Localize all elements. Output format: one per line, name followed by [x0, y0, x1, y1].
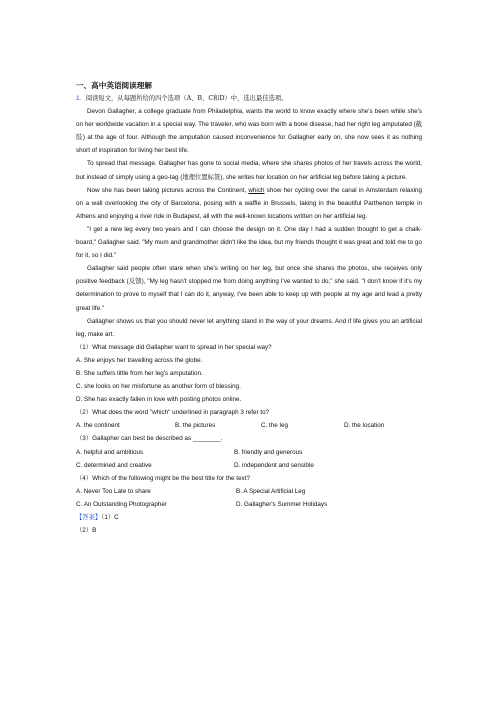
- instruction-text: 阅读短文，从每题所给的四个选项（A、B、C和D）中，选出最佳选项。: [85, 95, 288, 102]
- question-1-option-a: A. She enjoys her travelling across the globe.: [76, 356, 203, 364]
- question-4-option-d: D. Gallagher's Summer Holidays: [236, 500, 328, 508]
- question-4-stem: （4）Which of the following might be the best title for the text?: [76, 474, 250, 482]
- answer-2: （2）B: [76, 527, 97, 535]
- question-number: 1．: [76, 95, 86, 102]
- underlined-word-which: which: [248, 186, 265, 194]
- passage-paragraph-4: "I get a new leg every two years and I can choose the design on it. One day I had a sudden thought to get a chalk-board," Gallagher said. "My mum and grandmother didn't like the idea, but my friends thought it was great and told me to go for it, so I did.": [76, 225, 422, 260]
- question-2-option-d: D. the location: [344, 422, 385, 430]
- passage-paragraph-2: To spread that message. Gallagher has gone to social media, where she shares photos of her travels across the world, but instead of simply using a geo-tag (地理位置标签), she writes her location on her artificial leg before taking a picture.: [76, 160, 422, 181]
- question-2-option-c: C. the leg: [261, 422, 288, 430]
- question-3-option-d: D. independent and sensible: [234, 461, 314, 469]
- question-4-options-row-1: [76, 485, 422, 498]
- paragraph-3-end: show her cycling over the canal in Amsterdam relaxing on a wall overlooking the city of Barcelona, posing with a waffle in Brussels, taking in the beautiful Parthenon temple in Athens and enjoying a river ride in Budapest, all with the well-known locations written on her artificial leg.: [76, 186, 422, 220]
- section-heading: 一、高中英语阅读理解: [76, 81, 152, 90]
- question-4-option-b: B. A Special Artificial Leg: [236, 487, 306, 495]
- question-4-option-c: C. An Outstanding Photographer: [76, 500, 168, 508]
- passage-paragraph-6: Gallagher shows us that you should never let anything stand in the way of your dreams. And if life gives you an artificial leg, make art.: [76, 317, 422, 338]
- answer-1: （1）C: [101, 514, 119, 521]
- question-3-option-b: B. friendly and generous: [234, 448, 303, 456]
- question-4-option-a: A. Never Too Late to share: [76, 487, 151, 495]
- passage-paragraph-3: [76, 184, 422, 223]
- question-1-stem: （1）What message did Gallapher want to spread in her special way?: [76, 343, 272, 351]
- question-2-options: [76, 419, 422, 432]
- answer-label: 【答案】: [76, 514, 102, 521]
- answer-line-1: [76, 511, 422, 524]
- document-page: [76, 80, 422, 537]
- question-3-stem: （3）Gallapher can best be described as ________.: [76, 435, 223, 443]
- question-1-option-c: C. she looks on her misfortune as another form of blessing.: [76, 383, 241, 391]
- question-3-option-a: A. helpful and ambitious: [76, 448, 144, 456]
- question-2-option-b: B. the pictures: [175, 422, 216, 430]
- instruction-line: [76, 92, 422, 105]
- question-4-options-row-2: [76, 498, 422, 511]
- paragraph-3-start: Now she has been taking pictures across the Continent,: [87, 186, 249, 194]
- passage-paragraph-1: Devon Gallagher, a college graduate from Philadelphia, wants the world to know exactly where she's been while she's on her worldwide vacation in a special way. The traveler, who was born with a bone disease, had her right leg amputated (截肢) at the age of four. Although the amputation caused inconvenience for Gallagher early on, she now sees it as nothing short of inspiration for living her best life.: [76, 108, 422, 155]
- passage-paragraph-5: Gallagher said people often stare when she's writing on her leg, but once she shares the photos, she receives only positive feedback (反馈), "My leg hasn't stopped me from doing anything I've wanted to do," she said. "I don't know if it's my determination to prove to myself that I can do it, anyway, I've been able to keep up with people at my age and lead a pretty great life.": [76, 265, 422, 312]
- question-3-options-row-1: [76, 446, 422, 459]
- question-3-option-c: C. determined and creative: [76, 461, 152, 469]
- question-1-option-b: B. She suffers little from her leg's amputation.: [76, 369, 203, 377]
- question-1-option-d: D. She has exactly fallen in love with posting photos online.: [76, 396, 242, 404]
- question-2-stem: （2）What does the word "which" underlined in paragraph 3 refer to?: [76, 409, 270, 417]
- question-2-option-a: A. the continent: [76, 422, 120, 430]
- question-3-options-row-2: [76, 459, 422, 472]
